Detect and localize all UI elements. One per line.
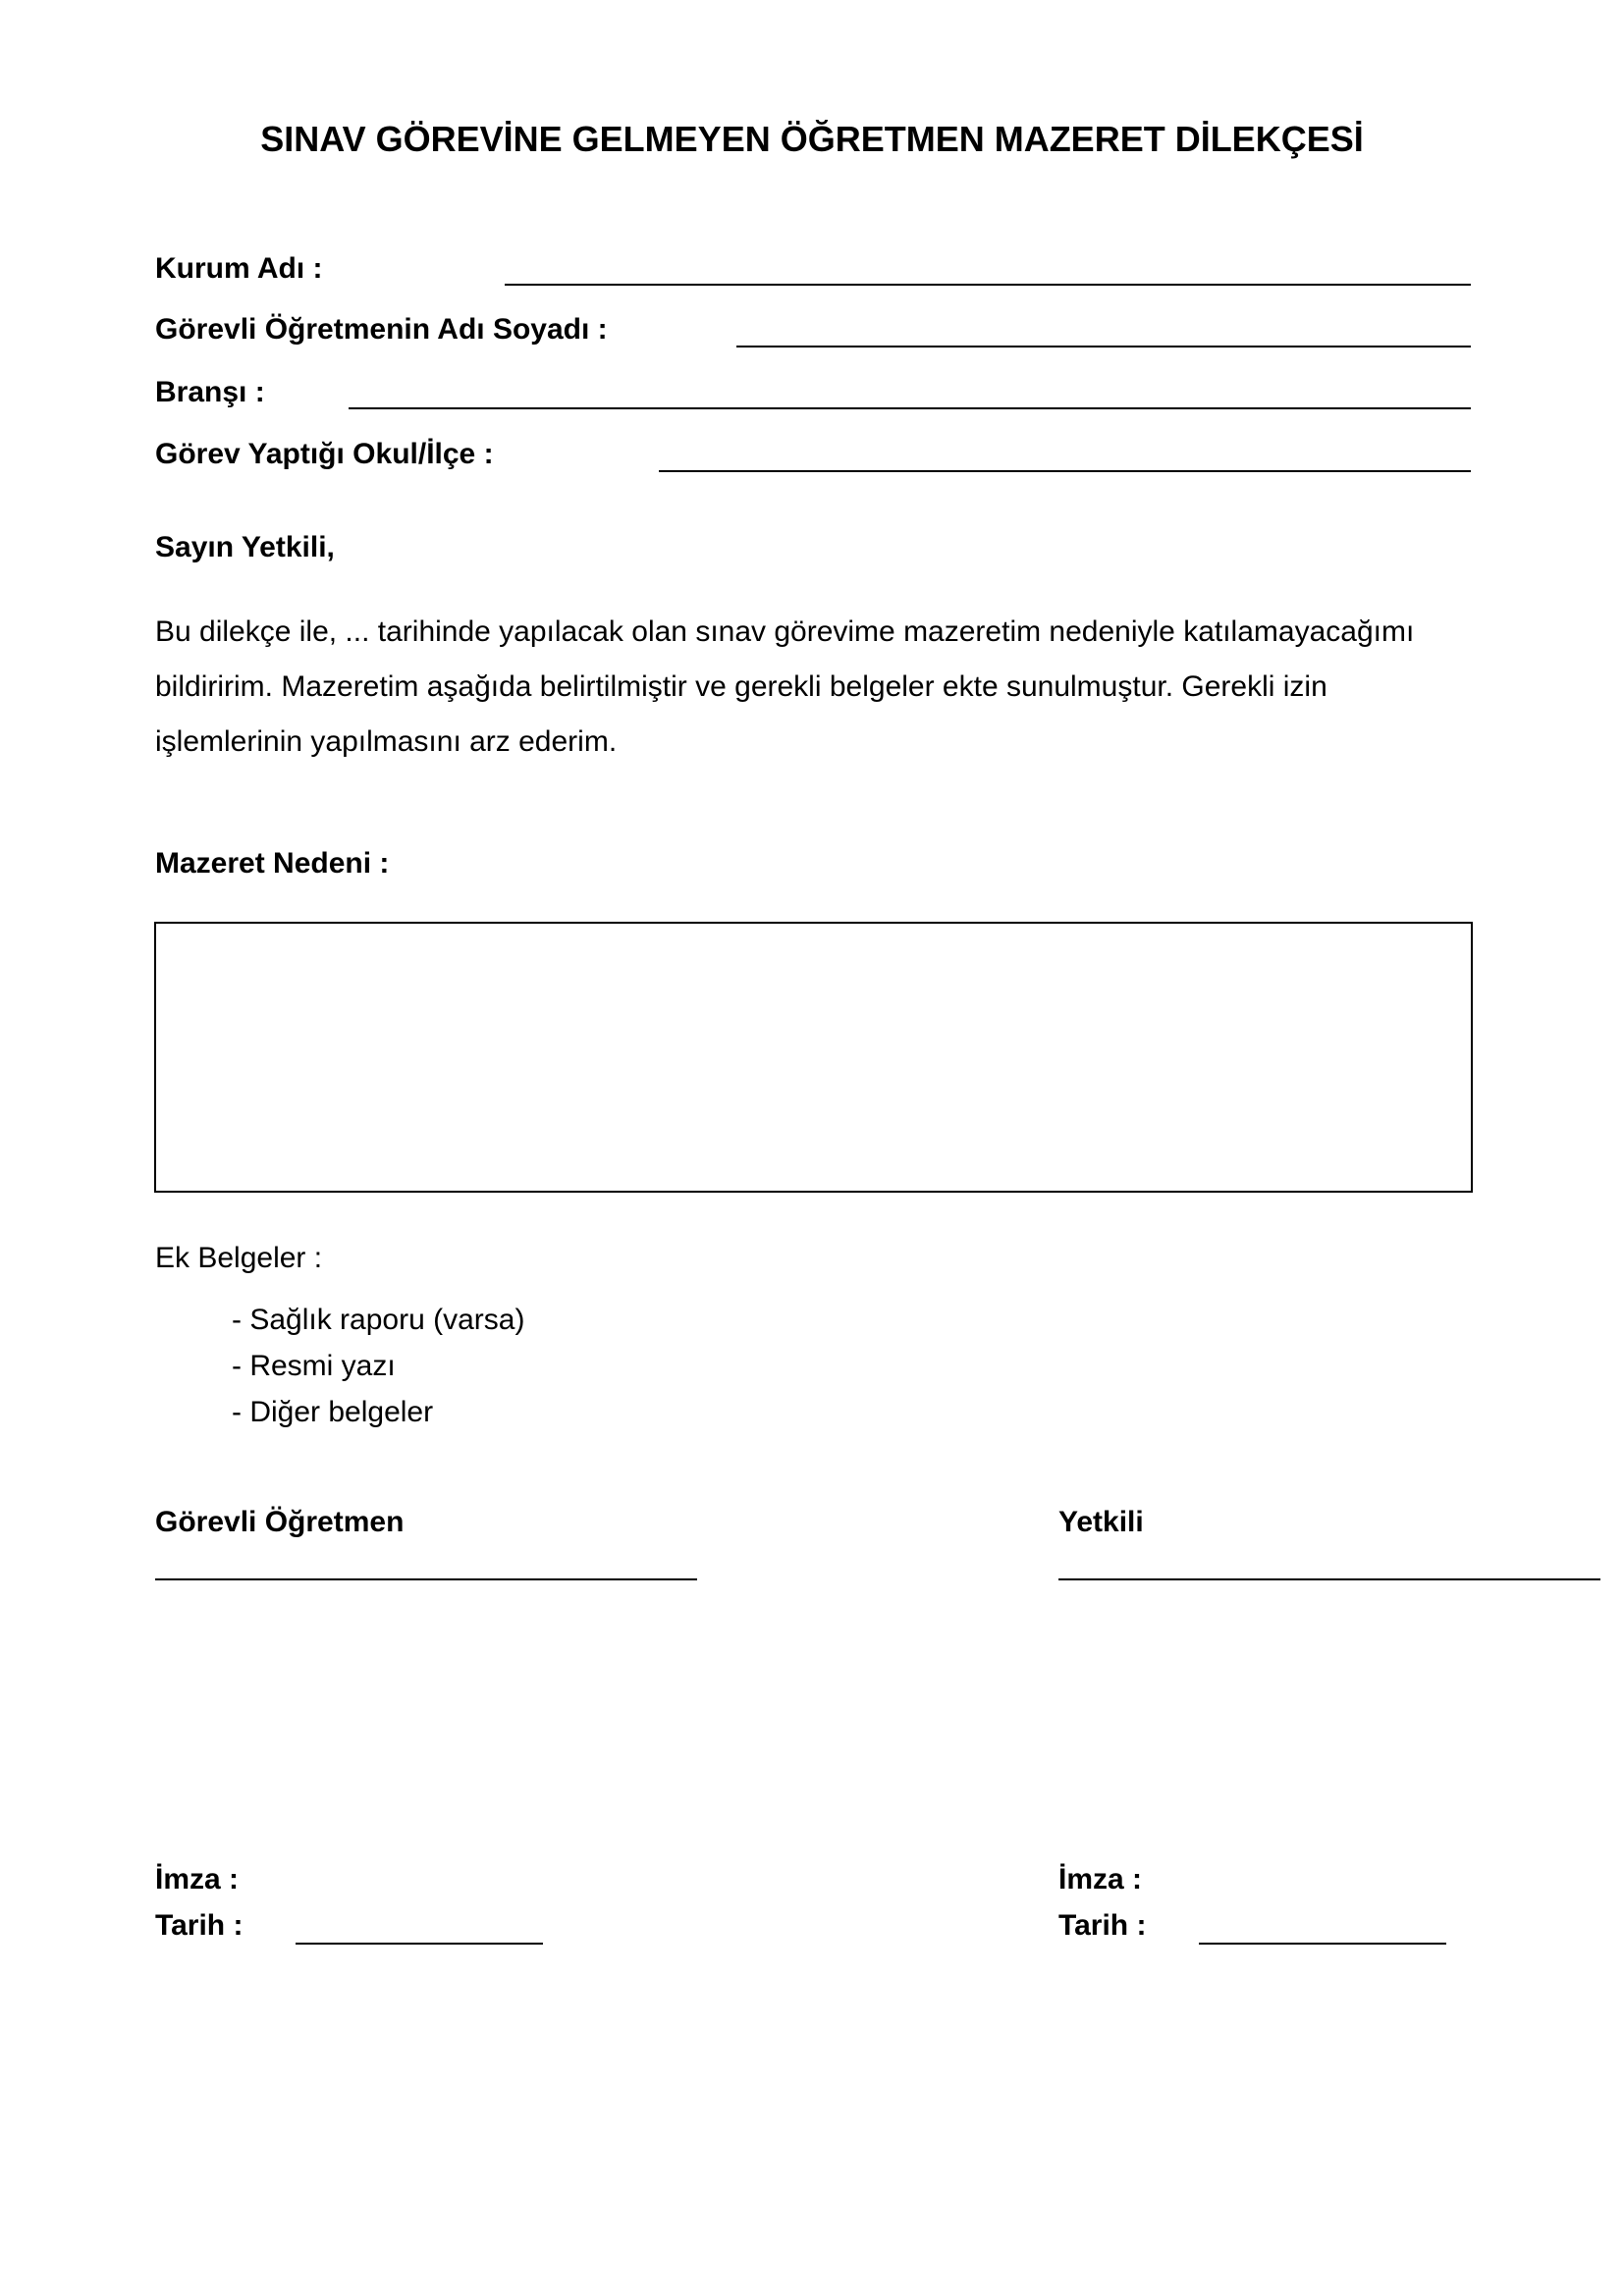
field-line-gorev-okul-ilce[interactable] bbox=[659, 470, 1471, 472]
body-line: bildiririm. Mazeretim aşağıda belirtilmiştir ve gerekli belgeler ekte sunulmuştur. Gerekli izin bbox=[155, 670, 1327, 703]
date-line-teacher[interactable] bbox=[296, 1943, 543, 1945]
field-label-bransi: Branşı : bbox=[155, 376, 265, 408]
document-title: SINAV GÖREVİNE GELMEYEN ÖĞRETMEN MAZERET DİLEKÇESİ bbox=[260, 119, 1364, 159]
petition-body bbox=[155, 605, 1490, 770]
signature-line-authority[interactable] bbox=[1058, 1578, 1600, 1580]
field-label-gorev-okul-ilce: Görev Yaptığı Okul/İlçe : bbox=[155, 438, 494, 470]
field-line-kurum-adi[interactable] bbox=[505, 284, 1471, 286]
body-line: Bu dilekçe ile, ... tarihinde yapılacak olan sınav görevime mazeretim nedeniyle katılamayacağımı bbox=[155, 615, 1415, 648]
attachment-item: - Sağlık raporu (varsa) bbox=[232, 1304, 525, 1336]
field-line-ogretmen-adi-soyadi[interactable] bbox=[736, 346, 1471, 347]
field-line-bransi[interactable] bbox=[349, 407, 1471, 409]
reason-label: Mazeret Nedeni : bbox=[155, 847, 390, 880]
attachments-label: Ek Belgeler : bbox=[155, 1242, 323, 1274]
signature-title-authority: Yetkili bbox=[1058, 1506, 1144, 1538]
salutation: Sayın Yetkili, bbox=[155, 531, 335, 563]
signature-title-teacher: Görevli Öğretmen bbox=[155, 1506, 405, 1538]
date-label-authority: Tarih : bbox=[1058, 1909, 1147, 1942]
signature-label-teacher: İmza : bbox=[155, 1863, 240, 1896]
date-line-authority[interactable] bbox=[1199, 1943, 1446, 1945]
field-label-kurum-adi: Kurum Adı : bbox=[155, 252, 323, 285]
reason-box[interactable] bbox=[154, 922, 1473, 1193]
attachment-item: - Diğer belgeler bbox=[232, 1396, 434, 1428]
signature-line-teacher[interactable] bbox=[155, 1578, 697, 1580]
date-label-teacher: Tarih : bbox=[155, 1909, 244, 1942]
field-label-ogretmen-adi-soyadi: Görevli Öğretmenin Adı Soyadı : bbox=[155, 313, 608, 346]
body-line: işlemlerinin yapılmasını arz ederim. bbox=[155, 725, 618, 758]
attachment-item: - Resmi yazı bbox=[232, 1350, 396, 1382]
signature-label-authority: İmza : bbox=[1058, 1863, 1143, 1896]
